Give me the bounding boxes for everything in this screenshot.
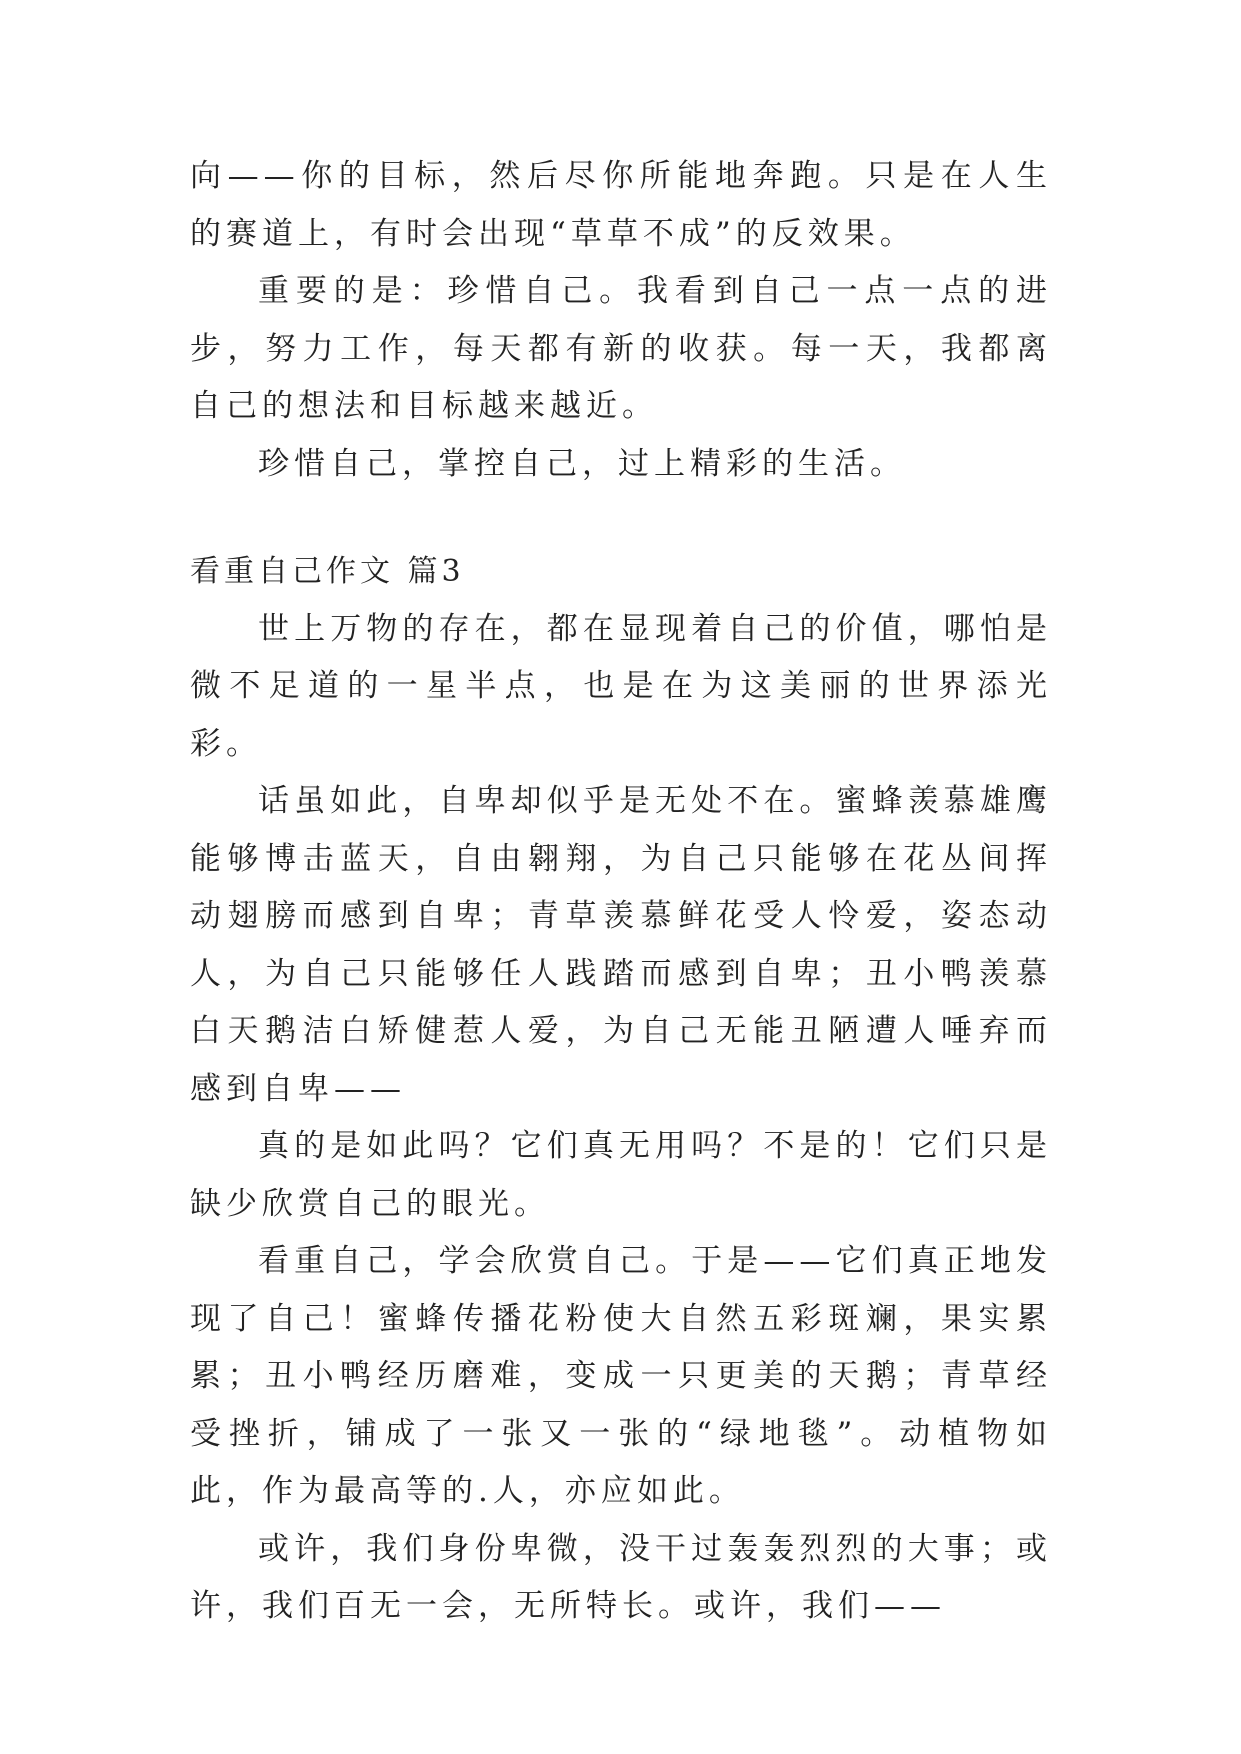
paragraph: 珍惜自己，掌控自己，过上精彩的生活。 bbox=[258, 445, 906, 482]
paragraph: 看重自己，学会欣赏自己。于是——它们真正地发现了自己！蜜蜂传播花粉使大自然五彩斑斓，果实累累；丑小鸭经历磨难，变成一只更美的天鹅；青草经受挫折，铺成了一张又一张的“绿地毯”。动植物如此，作为最高等的.人，亦应如此。 bbox=[190, 1243, 1052, 1509]
paragraph: 或许，我们身份卑微，没干过轰轰烈烈的大事；或许，我们百无一会，无所特长。或许，我们—— bbox=[190, 1530, 1052, 1624]
document-page bbox=[190, 148, 1052, 1636]
paragraph: 世上万物的存在，都在显现着自己的价值，哪怕是微不足道的一星半点，也是在为这美丽的世界添光彩。 bbox=[190, 610, 1052, 762]
section-spacer bbox=[190, 493, 1052, 543]
section-heading: 看重自己作文 篇3 bbox=[190, 554, 465, 589]
paragraph: 真的是如此吗？它们真无用吗？不是的！它们只是缺少欣赏自己的眼光。 bbox=[190, 1128, 1052, 1222]
paragraph: 话虽如此，自卑却似乎是无处不在。蜜蜂羡慕雄鹰能够博击蓝天，自由翱翔，为自己只能够在花丛间挥动翅膀而感到自卑；青草羡慕鲜花受人怜爱，姿态动人，为自己只能够任人践踏而感到自卑；丑小鸭羡慕白天鹅洁白矫健惹人爱，为自己无能丑陋遭人唾弃而感到自卑—— bbox=[190, 783, 1052, 1107]
paragraph: 向——你的目标，然后尽你所能地奔跑。只是在人生的赛道上，有时会出现“草草不成”的反效果。 bbox=[190, 158, 1052, 252]
paragraph: 重要的是：珍惜自己。我看到自己一点一点的进步，努力工作，每天都有新的收获。每一天，我都离自己的想法和目标越来越近。 bbox=[190, 273, 1052, 424]
